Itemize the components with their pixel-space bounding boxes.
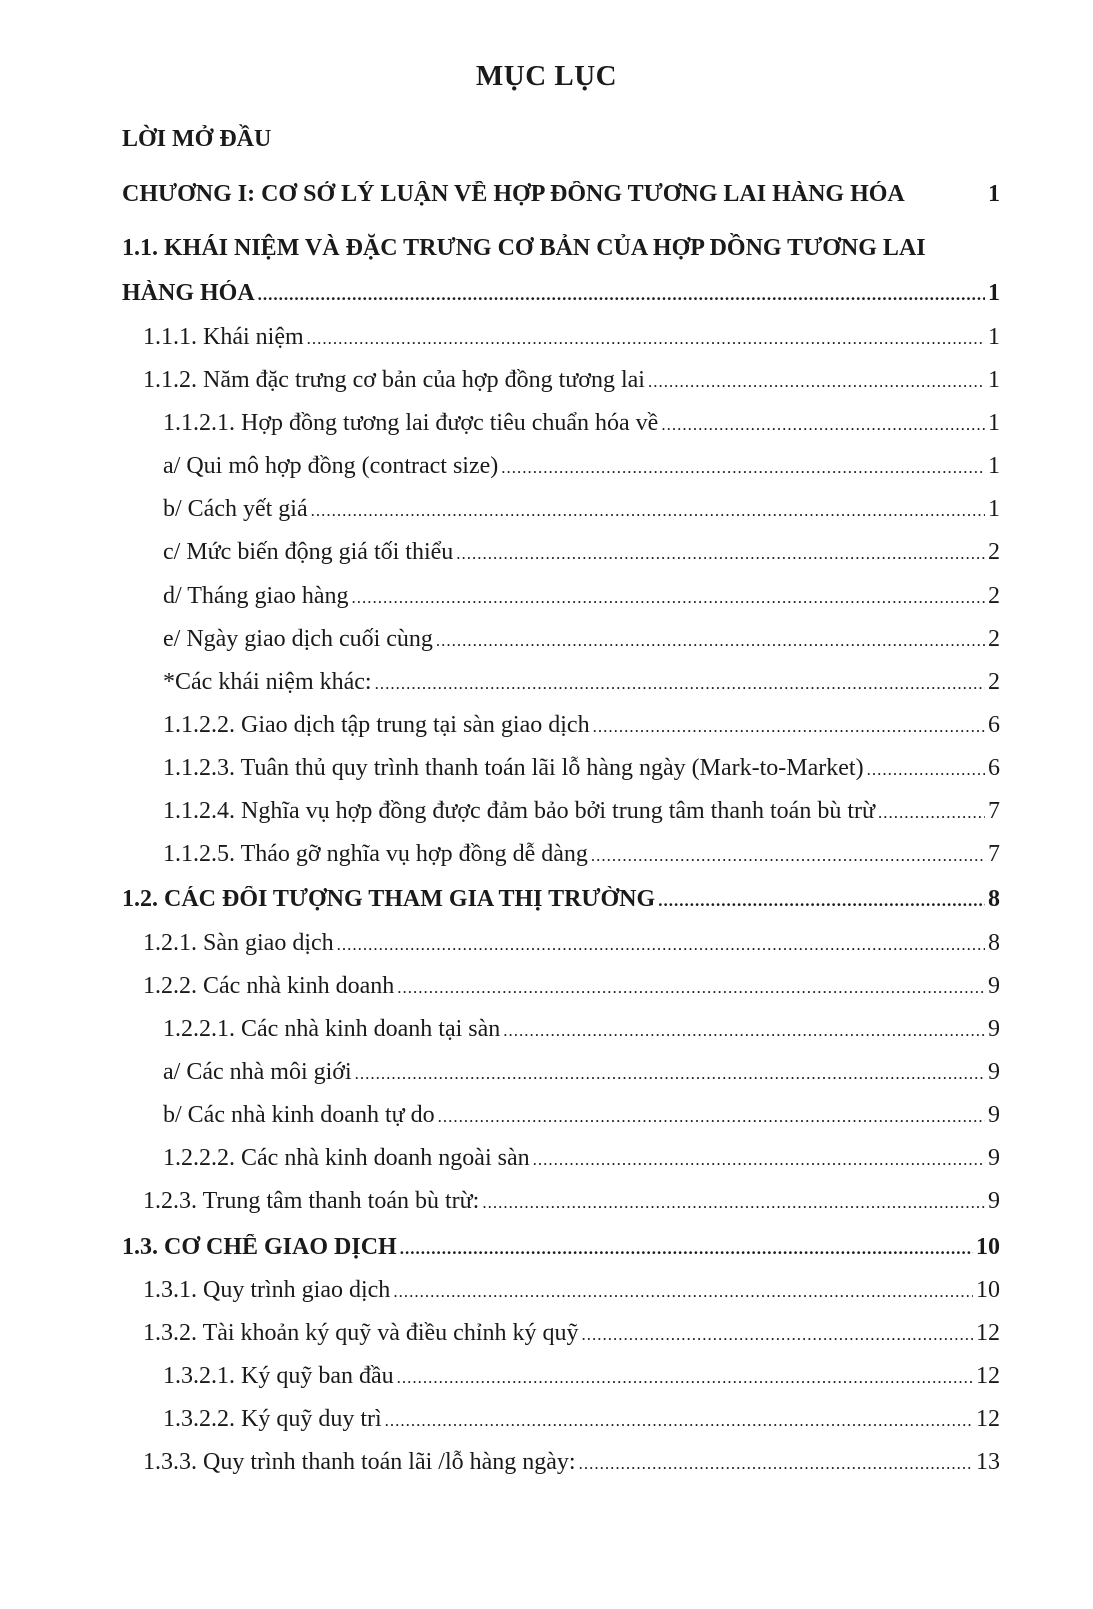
- toc-entry-text: 1.1.2.2. Giao dịch tập trung tại sàn giao dịch: [163, 712, 590, 738]
- toc-entry: [163, 798, 1000, 825]
- dot-leader: [397, 978, 985, 998]
- toc-entry-text: 1.2.2.1. Các nhà kinh doanh tại sàn: [163, 1016, 501, 1042]
- dot-leader: [436, 631, 985, 651]
- toc-entry: [143, 930, 1000, 957]
- toc-chapter-text: CHƯƠNG I: CƠ SỞ LÝ LUẬN VỀ HỢP ĐỒNG TƯƠNG LAI HÀNG HÓA: [122, 181, 905, 207]
- dot-leader: [337, 935, 985, 955]
- dot-leader: [258, 285, 985, 305]
- toc-entry-page: 9: [988, 1102, 1000, 1128]
- page-title: MỤC LỤC: [475, 60, 618, 92]
- dot-leader: [352, 588, 985, 608]
- dot-leader: [355, 1064, 985, 1084]
- toc-entry: [163, 1102, 1000, 1129]
- toc-entry-page: 9: [988, 1188, 1000, 1214]
- toc-entry: [143, 324, 1000, 351]
- dot-leader: [393, 1282, 973, 1302]
- dot-leader: [591, 846, 985, 866]
- toc-entry-text: 1.3.2.1. Ký quỹ ban đầu: [163, 1363, 394, 1389]
- toc-entry: [143, 1277, 1000, 1304]
- toc-entry: [163, 583, 1000, 610]
- toc-entry: [163, 1059, 1000, 1086]
- toc-entry-page: 9: [988, 973, 1000, 999]
- toc-entry-text: 1.3.2.2. Ký quỹ duy trì: [163, 1406, 382, 1432]
- dot-leader: [593, 717, 985, 737]
- toc-section-page: 10: [976, 1234, 1000, 1260]
- toc-entry-page: 9: [988, 1145, 1000, 1171]
- toc-entry-page: 2: [988, 583, 1000, 609]
- toc-entry-page: 12: [976, 1406, 1000, 1432]
- toc-entry-text: 1.2.3. Trung tâm thanh toán bù trừ:: [143, 1188, 480, 1214]
- toc-entry-text: c/ Mức biến động giá tối thiểu: [163, 539, 454, 565]
- dot-leader: [579, 1454, 973, 1474]
- toc-entry-page: 7: [988, 798, 1000, 824]
- toc-entry: [143, 973, 1000, 1000]
- toc-entry-text: 1.3.3. Quy trình thanh toán lãi /lỗ hàng ngày:: [143, 1449, 576, 1475]
- toc-entry: [163, 410, 1000, 437]
- toc-entry-page: 2: [988, 539, 1000, 565]
- dot-leader: [397, 1368, 973, 1388]
- toc-entry-text: 1.2.2. Các nhà kinh doanh: [143, 973, 395, 999]
- toc-entry-page: 9: [988, 1059, 1000, 1085]
- toc-entry-text: *Các khái niệm khác:: [163, 669, 372, 695]
- toc-entry: [143, 1320, 1000, 1347]
- dot-leader: [400, 1239, 973, 1259]
- toc-entry: [163, 453, 1000, 480]
- toc-entry: [163, 1363, 1000, 1390]
- toc-entry-page: 2: [988, 626, 1000, 652]
- dot-leader: [385, 1411, 973, 1431]
- toc-entry: [163, 712, 1000, 739]
- dot-leader: [533, 1150, 985, 1170]
- toc-section-1-1-line1: 1.1. KHÁI NIỆM VÀ ĐẶC TRƯNG CƠ BẢN CỦA HỢP DỒNG TƯƠNG LAI: [122, 235, 926, 261]
- toc-entry: [163, 1406, 1000, 1433]
- toc-entry-page: 6: [988, 755, 1000, 781]
- toc-entry: [143, 1449, 1000, 1476]
- toc-entry-text: d/ Tháng giao hàng: [163, 583, 349, 609]
- toc-entry-page: 1: [988, 453, 1000, 479]
- dot-leader: [582, 1325, 974, 1345]
- toc-entry: [163, 1016, 1000, 1043]
- dot-leader: [661, 415, 985, 435]
- toc-entry-page: 1: [988, 496, 1000, 522]
- toc-entry-page: 9: [988, 1016, 1000, 1042]
- toc-section-text: 1.3. CƠ CHẾ GIAO DỊCH: [122, 1234, 397, 1260]
- toc-entry: [143, 1188, 1000, 1215]
- toc-entry-text: 1.1.2.3. Tuân thủ quy trình thanh toán lãi lỗ hàng ngày (Mark-to-Market): [163, 755, 864, 781]
- dot-leader: [438, 1107, 985, 1127]
- toc-entry: [163, 626, 1000, 653]
- toc-entry-page: 12: [976, 1320, 1000, 1346]
- toc-entry-text: b/ Cách yết giá: [163, 496, 308, 522]
- dot-leader: [482, 1193, 985, 1213]
- toc-entry-text: 1.2.2.2. Các nhà kinh doanh ngoài sàn: [163, 1145, 530, 1171]
- dot-leader: [456, 544, 985, 564]
- dot-leader: [867, 760, 985, 780]
- toc-entry-text: 1.3.2. Tài khoản ký quỹ và điều chỉnh ký quỹ: [143, 1320, 579, 1346]
- dot-leader: [658, 891, 985, 911]
- toc-entry: [163, 539, 1000, 566]
- toc-entry: [143, 367, 1000, 394]
- toc-entry-text: 1.1.1. Khái niệm: [143, 324, 304, 350]
- toc-chapter: [122, 181, 1000, 208]
- toc-entry-text: a/ Qui mô hợp đồng (contract size): [163, 453, 499, 479]
- dot-leader: [648, 372, 985, 392]
- toc-entry-text: e/ Ngày giao dịch cuối cùng: [163, 626, 433, 652]
- toc-entry: [163, 496, 1000, 523]
- dot-leader: [501, 458, 985, 478]
- toc-entry-page: 13: [976, 1449, 1000, 1475]
- toc-entry-text: b/ Các nhà kinh doanh tự do: [163, 1102, 435, 1128]
- toc-section-1-1: [122, 280, 1000, 307]
- toc-entry-text: 1.1.2.1. Hợp đồng tương lai được tiêu chuẩn hóa về: [163, 410, 659, 436]
- toc-entry-page: 6: [988, 712, 1000, 738]
- dot-leader: [503, 1021, 985, 1041]
- toc-entry-page: 1: [988, 324, 1000, 350]
- toc-section-1-1-page: 1: [988, 280, 1000, 306]
- dot-leader: [375, 674, 985, 694]
- toc-entry: [163, 755, 1000, 782]
- toc-entry-page: 12: [976, 1363, 1000, 1389]
- toc-entry: [163, 841, 1000, 868]
- toc-chapter-page: 1: [988, 181, 1000, 207]
- dot-leader: [878, 803, 985, 823]
- toc-entry-text: 1.1.2.5. Tháo gỡ nghĩa vụ hợp đồng dễ dàng: [163, 841, 588, 867]
- toc-entry-page: 1: [988, 410, 1000, 436]
- toc-entry-text: 1.3.1. Quy trình giao dịch: [143, 1277, 391, 1303]
- toc-section: [122, 886, 1000, 913]
- toc-entry-text: 1.1.2. Năm đặc trưng cơ bản của hợp đồng tương lai: [143, 367, 645, 393]
- toc-entry-page: 2: [988, 669, 1000, 695]
- toc-entry-page: 1: [988, 367, 1000, 393]
- toc-entry: [163, 1145, 1000, 1172]
- toc-section-page: 8: [988, 886, 1000, 912]
- toc-section-text: 1.2. CÁC ĐỐI TƯỢNG THAM GIA THỊ TRƯỜNG: [122, 886, 656, 912]
- toc-section-1-1-line2: HÀNG HÓA: [122, 280, 255, 306]
- dot-leader: [307, 329, 985, 349]
- toc-preface: LỜI MỞ ĐẦU: [122, 126, 272, 152]
- toc-entry: [163, 669, 1000, 696]
- toc-entry-page: 8: [988, 930, 1000, 956]
- toc-entry-page: 7: [988, 841, 1000, 867]
- dot-leader: [311, 501, 985, 521]
- toc-entry-page: 10: [976, 1277, 1000, 1303]
- toc-section: [122, 1234, 1000, 1261]
- toc-entry-text: a/ Các nhà môi giới: [163, 1059, 352, 1085]
- toc-entry-text: 1.1.2.4. Nghĩa vụ hợp đồng được đảm bảo bởi trung tâm thanh toán bù trừ: [163, 798, 875, 824]
- toc-entry-text: 1.2.1. Sàn giao dịch: [143, 930, 334, 956]
